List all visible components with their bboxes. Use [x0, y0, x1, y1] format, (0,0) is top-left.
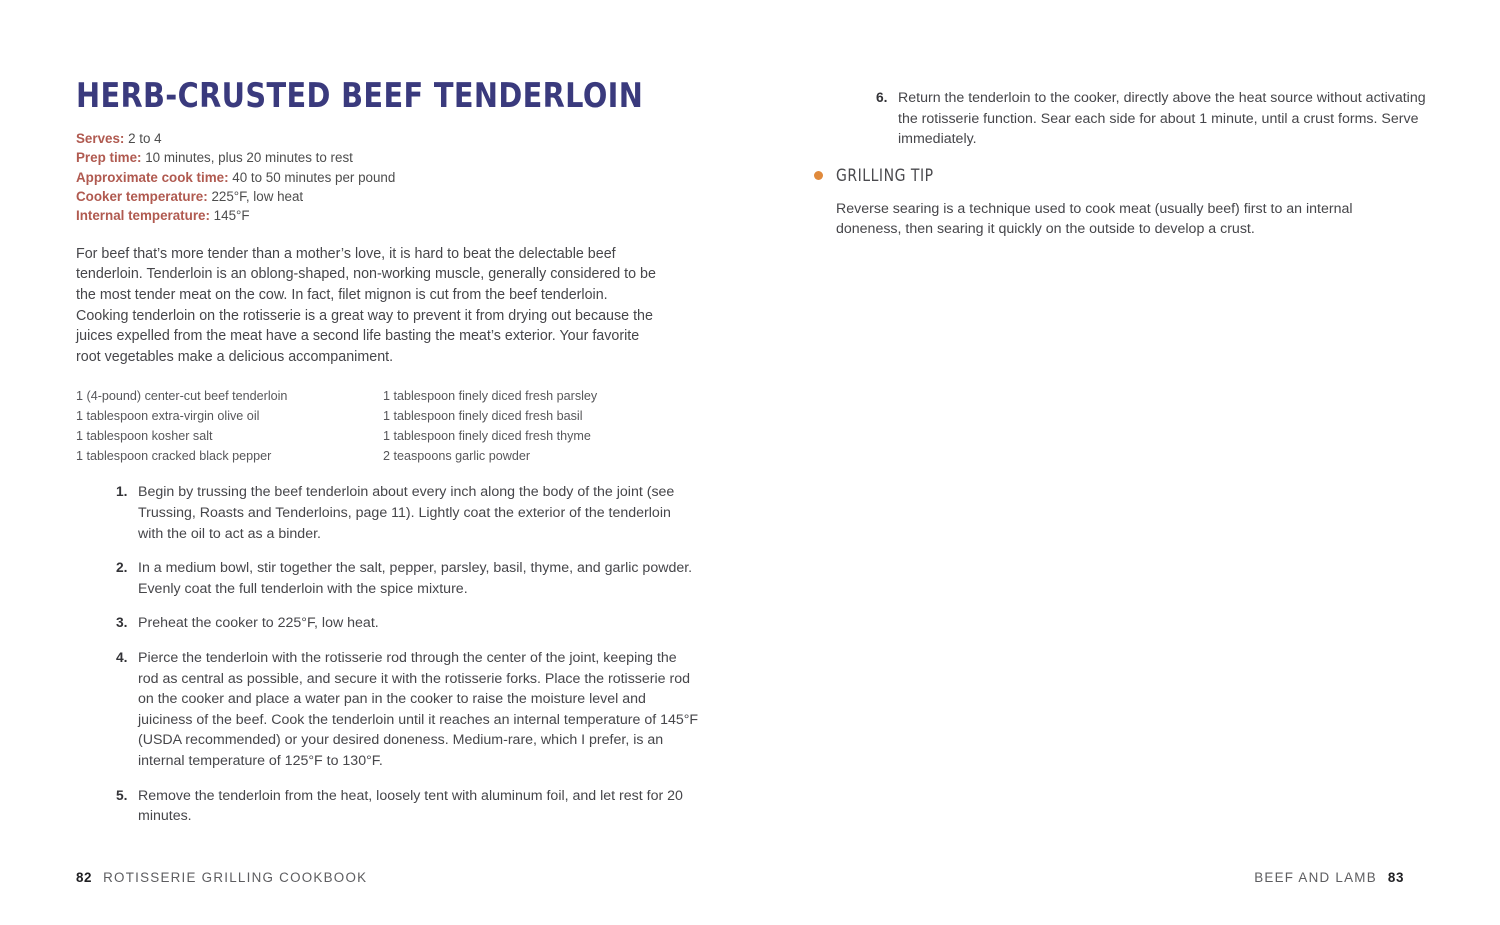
- ingredients-column-1: [76, 386, 367, 466]
- list-item: 2 teaspoons garlic powder: [383, 449, 531, 464]
- page-right: [750, 0, 1500, 925]
- instruction-step: [116, 482, 700, 544]
- step-number: 1.: [116, 484, 128, 500]
- instruction-steps-continued: [836, 0, 1432, 150]
- page-number: 82: [76, 870, 93, 885]
- meta-row-prep-time: [76, 148, 660, 167]
- meta-value: 225°F, low heat: [207, 189, 304, 205]
- step-number: 6.: [876, 90, 888, 105]
- instruction-step: [116, 613, 700, 634]
- step-number: 3.: [116, 615, 128, 631]
- instruction-step: [116, 786, 700, 827]
- ingredients-list: [76, 386, 658, 466]
- meta-label: Prep time:: [76, 150, 142, 166]
- step-number: 4.: [116, 650, 128, 665]
- meta-row-cooker-temperature: [76, 187, 660, 206]
- meta-row-serves: [76, 129, 660, 148]
- footer-chapter: BEEF AND LAMB: [1254, 870, 1377, 885]
- meta-label: Cooker temperature:: [76, 189, 208, 205]
- instruction-step: [116, 648, 700, 772]
- footer-left: [76, 870, 367, 885]
- list-item: 1 tablespoon extra-virgin olive oil: [76, 409, 260, 424]
- step-text: Remove the tenderloin from the heat, loosely tent with aluminum foil, and let rest for 20 minutes.: [138, 787, 683, 825]
- grilling-tip-heading: GRILLING TIP: [836, 165, 934, 185]
- page-title: HERB-CRUSTED BEEF TENDERLOIN: [76, 76, 644, 115]
- list-item: 1 (4-pound) center-cut beef tenderloin: [76, 389, 288, 404]
- meta-value: 40 to 50 minutes per pound: [228, 169, 396, 185]
- instruction-step: [876, 88, 1432, 150]
- instruction-steps: [76, 482, 700, 826]
- list-item: 1 tablespoon finely diced fresh thyme: [383, 429, 591, 444]
- list-item: 1 tablespoon cracked black pepper: [76, 449, 272, 464]
- recipe-meta-list: [76, 129, 660, 226]
- footer-title: ROTISSERIE GRILLING COOKBOOK: [103, 870, 368, 885]
- meta-label: Internal temperature:: [76, 208, 210, 224]
- grilling-tip-body: Reverse searing is a technique used to cook meat (usually beef) first to an internal doneness, then searing it quickly on the outside to develop a crust.: [836, 200, 1353, 238]
- step-text: Return the tenderloin to the cooker, directly above the heat source without activating the rotisserie function. Sear each side for about 1 minute, until a crust forms. Serve immediately.: [898, 90, 1426, 148]
- step-number: 5.: [116, 787, 128, 803]
- grilling-tip-block: [836, 166, 1392, 240]
- orange-dot-icon: [814, 171, 823, 180]
- meta-value: 10 minutes, plus 20 minutes to rest: [141, 150, 353, 166]
- list-item: 1 tablespoon finely diced fresh parsley: [383, 389, 598, 404]
- step-text: Pierce the tenderloin with the rotisserie rod through the center of the joint, keeping the rod as central as possible, and secure it with the rotisserie forks. Place the rotisserie rod on the cooker and place a water pan in the cooker to raise the moisture level and juiciness of the beef. Cook the tenderloin until it reaches an internal temperature of 145°F (USDA recommended) or your desired doneness. Medium-rare, which I prefer, is an internal temperature of 125°F to 130°F.: [138, 650, 699, 769]
- meta-label: Approximate cook time:: [76, 169, 229, 185]
- meta-row-cook-time: [76, 168, 660, 187]
- grilling-tip-heading-row: [814, 166, 1392, 185]
- meta-value: 2 to 4: [124, 130, 162, 146]
- step-text: Begin by trussing the beef tenderloin about every inch along the body of the joint (see Trussing, Roasts and Tenderloins, page 11). Lightly coat the exterior of the tenderloin with the oil to act as a binder.: [138, 484, 675, 542]
- page-number: 83: [1387, 870, 1404, 885]
- list-item: 1 tablespoon finely diced fresh basil: [383, 409, 583, 424]
- step-text: In a medium bowl, stir together the salt, pepper, parsley, basil, thyme, and garlic powder. Evenly coat the full tenderloin with the spice mixture.: [138, 560, 693, 597]
- meta-value: 145°F: [209, 208, 250, 224]
- step-text: Preheat the cooker to 225°F, low heat.: [138, 615, 379, 632]
- ingredients-column-2: [367, 386, 658, 466]
- footer-right: [1254, 870, 1404, 885]
- step-number: 2.: [116, 560, 128, 576]
- list-item: 1 tablespoon kosher salt: [76, 429, 213, 444]
- recipe-intro-paragraph: For beef that’s more tender than a mother’s love, it is hard to beat the delectable beef tenderloin. Tenderloin is an oblong-shaped, non-working muscle, generally considered to be the most tender meat on the cow. In fact, filet mignon is cut from the beef tenderloin. Cooking tenderloin on the rotisserie is a great way to prevent it from drying out because the juices expelled from the meat have a second life basting the meat’s exterior. Your favorite root vegetables make a delicious accompaniment.: [76, 245, 656, 365]
- meta-label: Serves:: [76, 130, 125, 146]
- meta-row-internal-temperature: [76, 206, 660, 225]
- instruction-step: [116, 558, 700, 599]
